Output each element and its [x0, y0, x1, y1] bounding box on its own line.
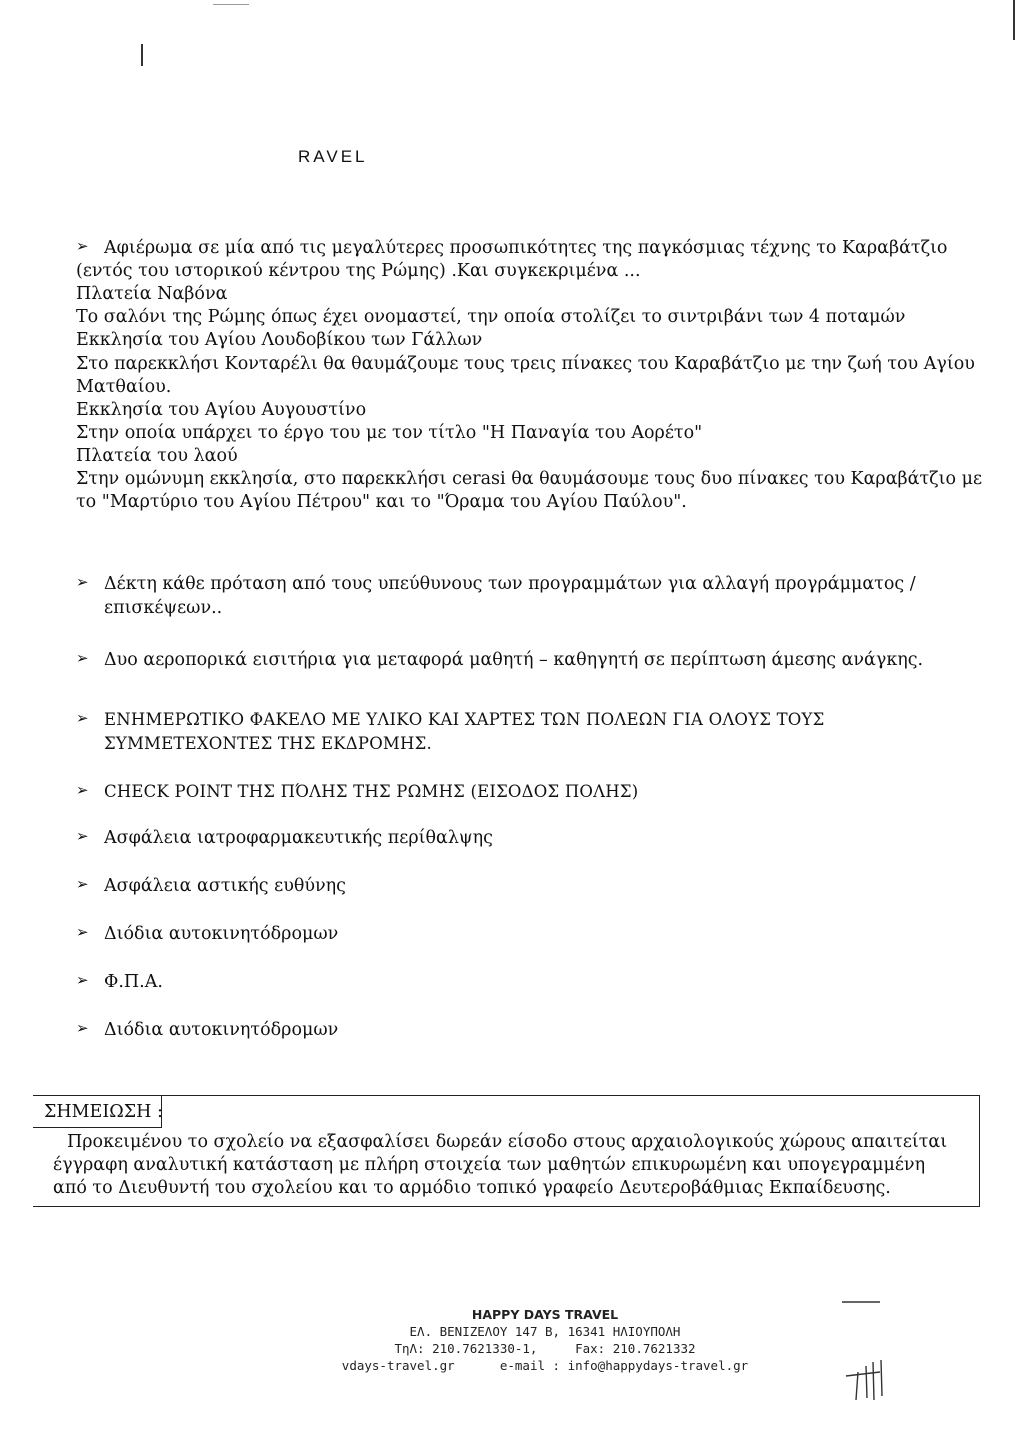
footer-contacts: [330, 1340, 760, 1357]
note-label: ΣΗΜΕΙΩΣΗ :: [44, 1102, 163, 1122]
bullet-item-line: CHECK POINT ΤΗΣ ΠΌΛΗΣ ΤΗΣ ΡΩΜΗΣ (ΕΙΣΟΔΟΣ ΠΟΛΗΣ): [104, 782, 639, 801]
note-line: Προκειμένου το σχολείο να εξασφαλίσει δωρεάν είσοδο στους αρχαιολογικούς χώρους απαιτείται: [67, 1132, 948, 1152]
intro-line: Στην οποία υπάρχει το έργο του με τον τίτλο "Η Παναγία του Αορέτο": [76, 422, 703, 443]
bullet-icon: ➢: [76, 1019, 89, 1037]
bullet-item-line: Φ.Π.Α.: [104, 972, 163, 992]
intro-line: Ματθαίου.: [76, 376, 172, 397]
footer-address: ΕΛ. ΒΕΝΙΖΕΛΟΥ 147 Β, 16341 ΗΛΙΟΥΠΟΛΗ: [409, 1324, 681, 1339]
bullet-item-line: Ασφάλεια αστικής ευθύνης: [104, 876, 346, 896]
note-line: από το Διευθυντή του σχολείου και το αρμόδιο τοπικό γραφείο Δευτεροβάθμιας Εκπαίδευσης.: [53, 1178, 891, 1198]
bullet-icon: ➢: [76, 971, 89, 989]
note-line: έγγραφη αναλυτική κατάσταση με πλήρη στοιχεία των μαθητών επικυρωμένη και υπογεγραμμένη: [53, 1155, 926, 1175]
bullet-icon: ➢: [76, 875, 89, 893]
bullet-icon: ➢: [76, 649, 89, 667]
intro-line: Αφιέρωμα σε μία από τις μεγαλύτερες προσωπικότητες της παγκόσμιας τέχνης το Καραβάτζιο: [104, 238, 948, 258]
bullet-icon: ➢: [76, 573, 89, 591]
intro-line: Εκκλησία του Αγίου Λουδοβίκου των Γάλλων: [76, 330, 483, 351]
scan-mark-top: [213, 4, 249, 5]
bullet-icon: ➢: [76, 923, 89, 941]
intro-line: Πλατεία του λαού: [76, 445, 238, 466]
intro-line: το "Μαρτύριο του Αγίου Πέτρου" και το "Όραμα του Αγίου Παύλου".: [76, 492, 687, 513]
intro-line: Το σαλόνι της Ρώμης όπως έχει ονομαστεί, την οποία στολίζει το σιντριβάνι των 4 ποταμών: [76, 307, 906, 328]
scan-mark-top-left: [141, 44, 143, 66]
intro-line: Πλατεία Ναβόνα: [76, 284, 228, 305]
bullet-item-line: επισκέψεων..: [104, 598, 223, 618]
bullet-item-line: Διόδια αυτοκινητόδρομων: [104, 924, 339, 944]
footer-web: vdays-travel.gr: [341, 1358, 455, 1373]
intro-line: Εκκλησία του Αγίου Αυγουστίνο: [76, 399, 367, 420]
footer-email: e-mail : info@happydays-travel.gr: [499, 1358, 749, 1373]
intro-line: Στην ομώνυμη εκκλησία, στο παρεκκλήσι cerasi θα θαυμάσουμε τους δυο πίνακες του Καραβάτζιο με: [76, 469, 983, 489]
bullet-item-line: Δέκτη κάθε πρόταση από τους υπεύθυνους των προγραμμάτων για αλλαγή προγράμματος /: [104, 574, 916, 594]
intro-line: Στο παρεκκλήσι Κονταρέλι θα θαυμάζουμε τους τρεις πίνακες του Καραβάτζιο με την ζωή του Αγίου: [76, 353, 975, 374]
bullet-icon: ➢: [76, 709, 89, 727]
signature-mark: [840, 1296, 890, 1406]
footer-phone: ΤηΛ: 210.7621330-1,: [394, 1341, 538, 1356]
bullet-item-line: Δυο αεροπορικά εισιτήρια για μεταφορά μαθητή – καθηγητή σε περίπτωση άμεσης ανάγκης.: [104, 650, 924, 670]
bullet-icon: ➢: [76, 781, 89, 799]
footer-fax: Fax: 210.7621332: [575, 1341, 696, 1356]
bullet-item-line: Διόδια αυτοκινητόδρομων: [104, 1020, 339, 1040]
bullet-item-line: Ασφάλεια ιατροφαρμακευτικής περίθαλψης: [104, 828, 493, 848]
company-footer: [330, 1306, 760, 1374]
intro-line: (εντός του ιστορικού κέντρου της Ρώμης) .Και συγκεκριμένα ...: [76, 261, 641, 282]
scan-mark-top-right: [1013, 0, 1015, 40]
footer-web-line: [330, 1357, 760, 1374]
bullet-icon: ➢: [76, 827, 89, 845]
footer-title: HAPPY DAYS TRAVEL: [471, 1307, 619, 1322]
bullet-icon: ➢: [76, 237, 89, 255]
bullet-item-line: ΣΥΜΜΕΤΕΧΟΝΤΕΣ ΤΗΣ ΕΚΔΡΟΜΗΣ.: [104, 734, 432, 753]
company-name-header: RAVEL: [298, 147, 368, 166]
bullet-item-line: ΕΝΗΜΕΡΩΤΙΚΟ ΦΑΚΕΛΟ ΜΕ ΥΛΙΚΟ ΚΑΙ ΧΑΡΤΕΣ ΤΩΝ ΠΟΛΕΩΝ ΓΙΑ ΟΛΟΥΣ ΤΟΥΣ: [104, 710, 825, 729]
